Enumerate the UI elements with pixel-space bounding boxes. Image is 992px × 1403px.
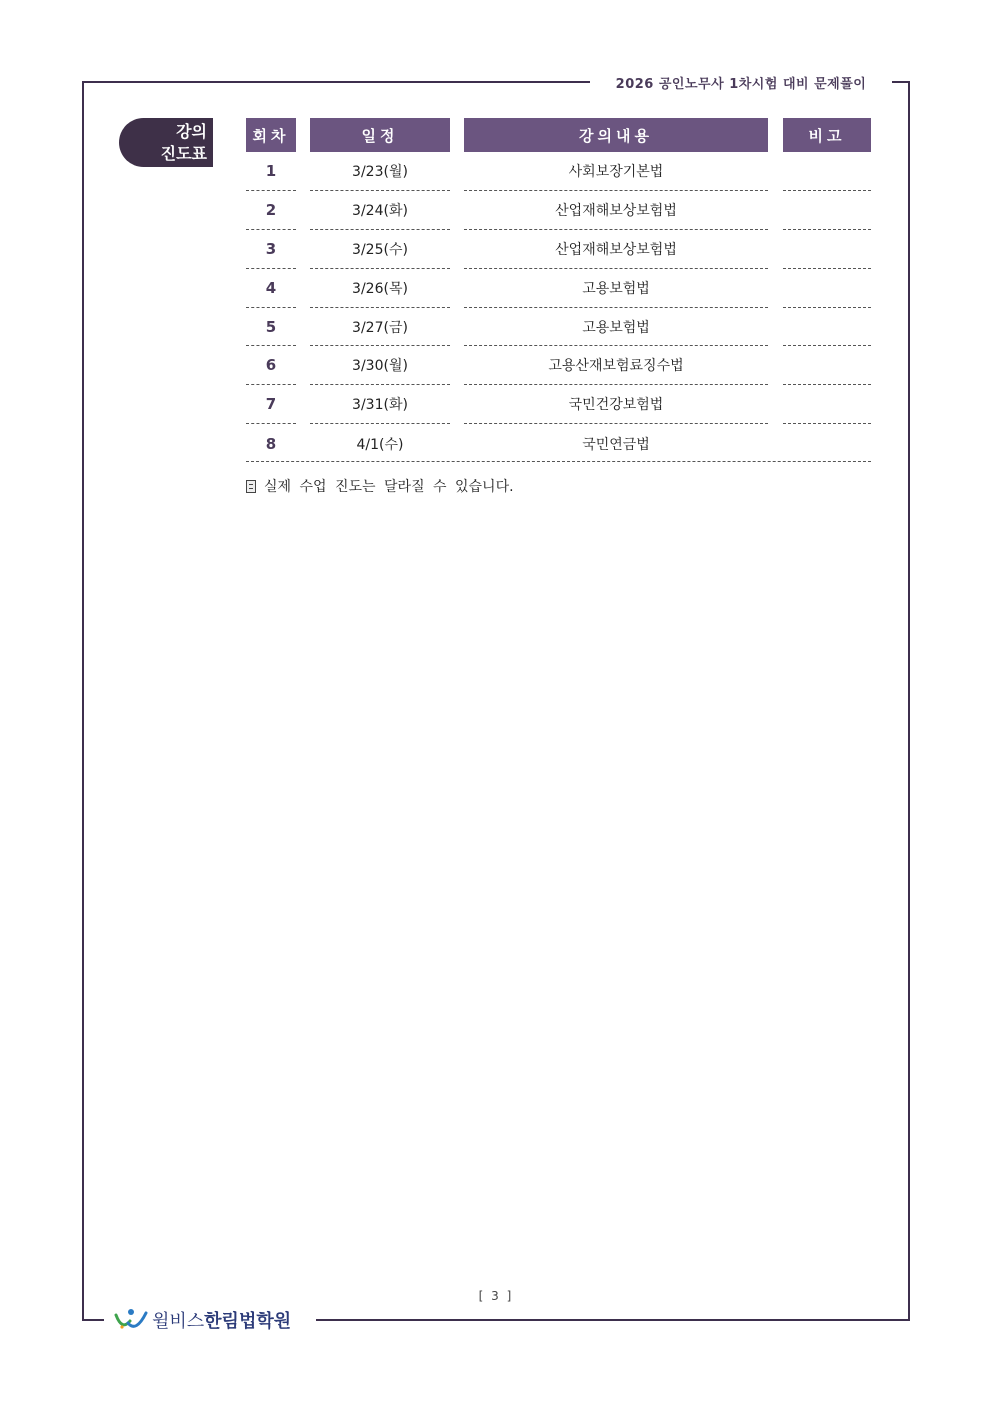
cell-content: 국민연금법 xyxy=(582,436,650,453)
cell-round: 1 xyxy=(246,152,296,191)
table-row xyxy=(0,424,992,463)
table-row xyxy=(0,191,992,230)
cell-date: 3/23(월) xyxy=(310,152,450,191)
table-row xyxy=(0,230,992,269)
frame-bottom-left-line xyxy=(82,1319,104,1321)
cell-date: 3/26(목) xyxy=(310,269,450,308)
logo-name: 한림법학원 xyxy=(204,1311,292,1332)
table-header-round: 회차 xyxy=(246,118,296,152)
cell-remarks xyxy=(783,346,871,385)
cell-date: 3/27(금) xyxy=(310,308,450,347)
cell-content: 산업재해보상보험법 xyxy=(464,191,768,230)
cell-date: 4/1(수) xyxy=(356,436,404,453)
logo-brand: 윌비스 xyxy=(152,1311,205,1332)
cell-round: 7 xyxy=(246,385,296,424)
frame-bottom-right-line xyxy=(316,1319,910,1321)
cell-date: 3/31(화) xyxy=(310,385,450,424)
cell-content: 고용보험법 xyxy=(464,269,768,308)
cell-content: 사회보장기본법 xyxy=(464,152,768,191)
table-row xyxy=(0,152,992,191)
cell-date: 3/30(월) xyxy=(310,346,450,385)
cell-round: 3 xyxy=(246,230,296,269)
cell-content: 고용산재보험료징수법 xyxy=(464,346,768,385)
logo-mark-icon xyxy=(114,1307,148,1333)
table-row xyxy=(0,385,992,424)
cell-content: 고용보험법 xyxy=(464,308,768,347)
academy-logo xyxy=(114,1305,291,1335)
table-bottom-rule xyxy=(246,461,871,462)
page-number: [ 3 ] xyxy=(478,1289,514,1303)
section-tab-line2: 진도표 xyxy=(160,144,207,163)
cell-remarks xyxy=(783,230,871,269)
table-row xyxy=(0,269,992,308)
schedule-table-body xyxy=(0,152,992,463)
cell-remarks xyxy=(783,191,871,230)
cell-remarks xyxy=(783,152,871,191)
cell-content: 국민건강보험법 xyxy=(464,385,768,424)
table-header-schedule: 일정 xyxy=(310,118,450,152)
cell-content: 산업재해보상보험법 xyxy=(464,230,768,269)
cell-remarks xyxy=(783,269,871,308)
cell-remarks xyxy=(783,385,871,424)
cell-round: 6 xyxy=(246,346,296,385)
cell-date: 3/25(수) xyxy=(310,230,450,269)
cell-date: 3/24(화) xyxy=(310,191,450,230)
schedule-note xyxy=(246,476,514,496)
frame-top-left-line xyxy=(82,81,590,83)
header-title: 2026 공인노무사 1차시험 대비 문제풀이 xyxy=(615,77,867,92)
cell-round: 2 xyxy=(246,191,296,230)
note-text: 실제 수업 진도는 달라질 수 있습니다. xyxy=(264,479,514,495)
cell-round: 5 xyxy=(246,308,296,347)
table-header-content: 강의내용 xyxy=(464,118,768,152)
table-header-remarks: 비고 xyxy=(783,118,871,152)
cell-round: 8 xyxy=(265,434,277,453)
logo-text xyxy=(152,1307,291,1333)
document-icon xyxy=(246,480,256,493)
cell-remarks xyxy=(783,424,871,463)
cell-round: 4 xyxy=(246,269,296,308)
table-row xyxy=(0,346,992,385)
cell-remarks xyxy=(783,308,871,347)
table-row xyxy=(0,308,992,347)
section-tab-line1: 강의 xyxy=(176,122,207,141)
